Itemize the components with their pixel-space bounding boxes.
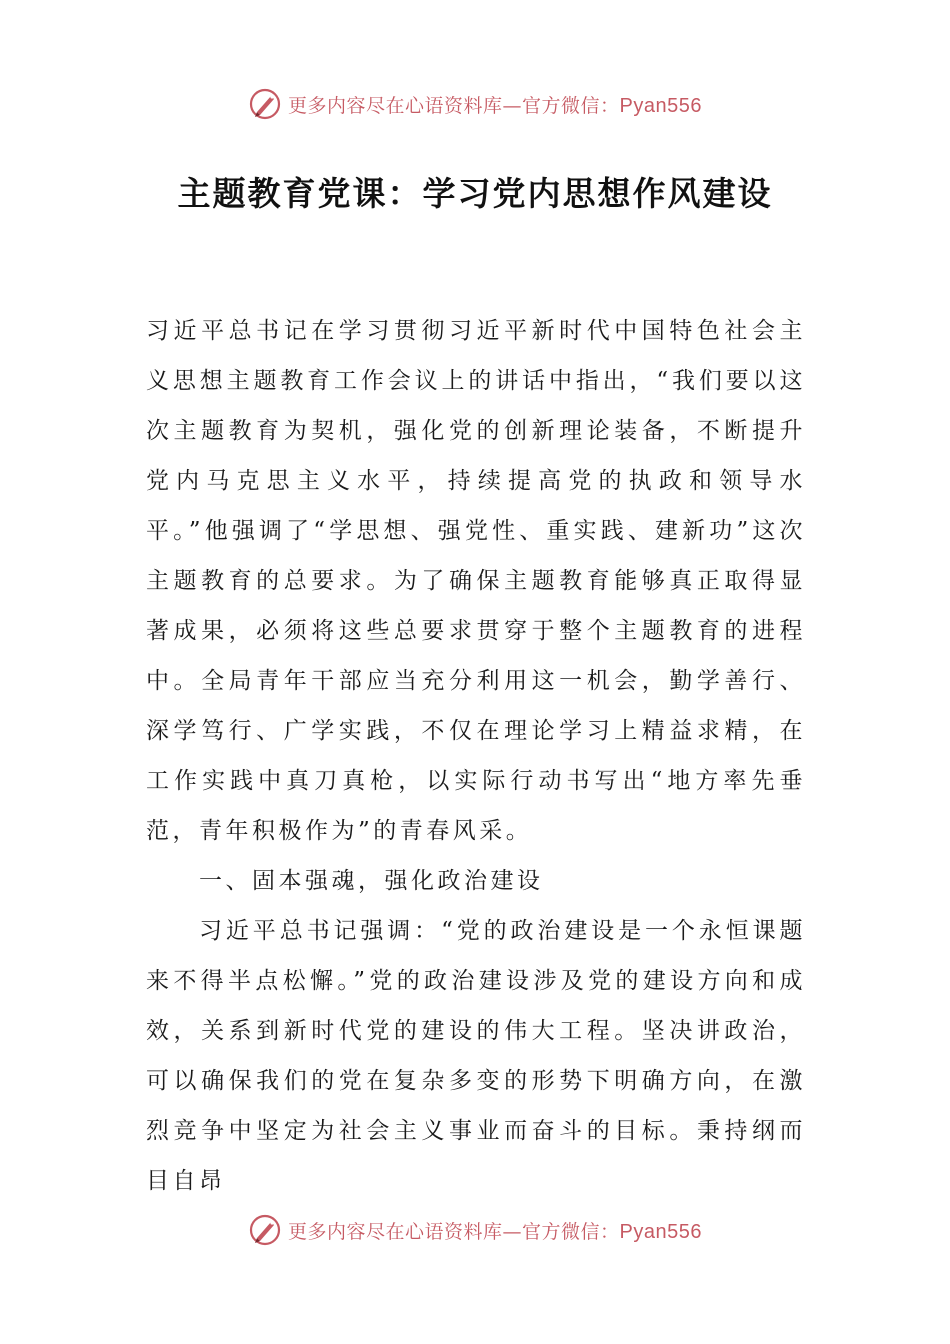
pen-logo-icon xyxy=(248,87,282,121)
watermark-text: 更多内容尽在心语资料库—官方微信：Pyan556 xyxy=(288,94,702,117)
header-watermark xyxy=(0,84,950,124)
watermark-text: 更多内容尽在心语资料库—官方微信：Pyan556 xyxy=(288,1220,702,1243)
document-body xyxy=(146,306,806,1206)
document-title: 主题教育党课：学习党内思想作风建设 xyxy=(177,174,773,213)
pen-logo-icon xyxy=(248,1213,282,1247)
paragraph-section-1: 习近平总书记强调：“党的政治建设是一个永恒课题来不得半点松懈。”党的政治建设涉及党的建设方向和成效，关系到新时代党的建设的伟大工程。坚决讲政治，可以确保我们的党在复杂多变的形势下明确方向，在激烈竞争中坚定为社会主义事业而奋斗的目标。秉持纲而目自昂 xyxy=(146,918,806,1194)
footer-watermark xyxy=(0,1210,950,1250)
paragraph-intro: 习近平总书记在学习贯彻习近平新时代中国特色社会主义思想主题教育工作会议上的讲话中指出，“我们要以这次主题教育为契机，强化党的创新理论装备，不断提升党内马克思主义水平，持续提高党的执政和领导水平。”他强调了“学思想、强党性、重实践、建新功”这次主题教育的总要求。为了确保主题教育能够真正取得显著成果，必须将这些总要求贯穿于整个主题教育的进程中。全局青年干部应当充分利用这一机会，勤学善行、深学笃行、广学实践，不仅在理论学习上精益求精，在工作实践中真刀真枪，以实际行动书写出“地方率先垂范，青年积极作为”的青春风采。 xyxy=(146,318,806,844)
section-heading-1: 一、固本强魂，强化政治建设 xyxy=(199,868,544,894)
